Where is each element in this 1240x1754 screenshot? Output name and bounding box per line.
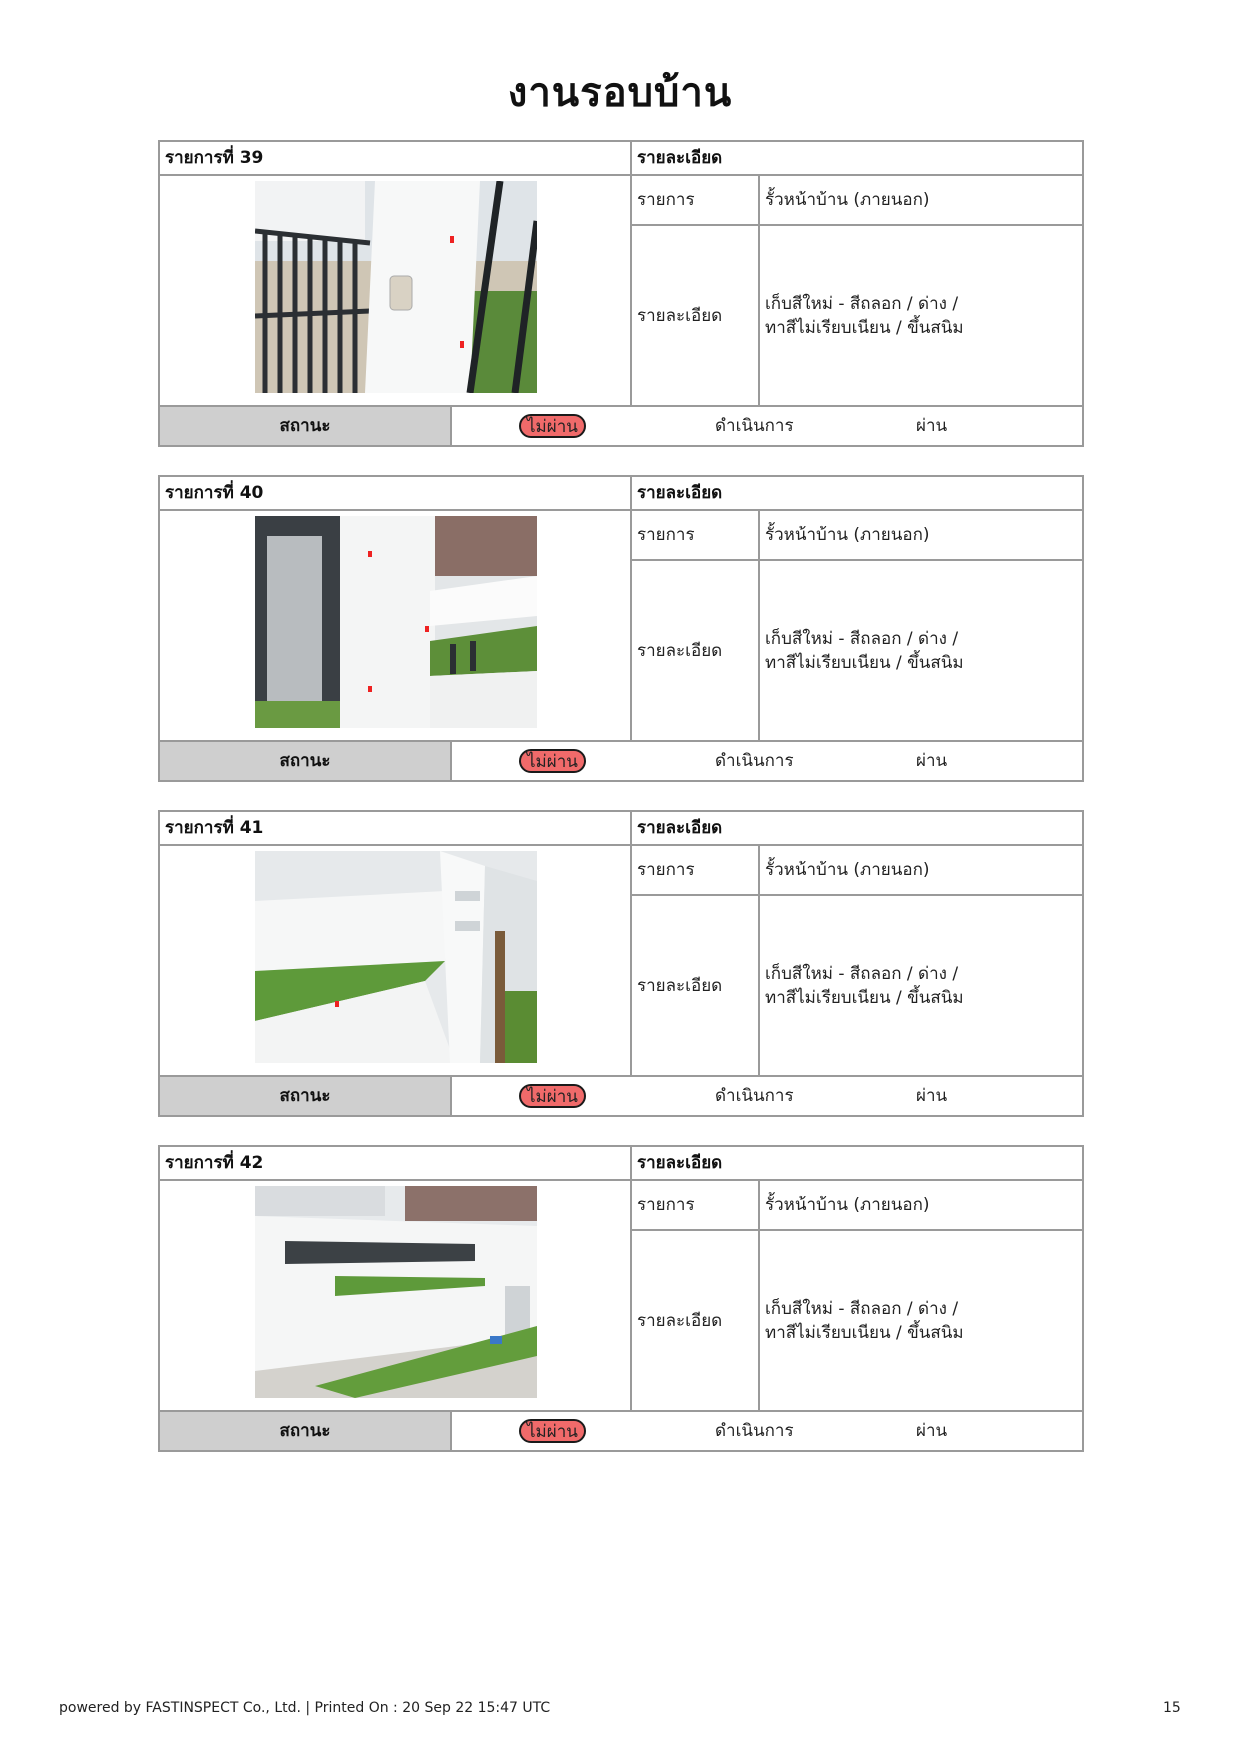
- item-value: รั้วหน้าบ้าน (ภายนอก): [760, 176, 1082, 226]
- status-progress-option[interactable]: ดำเนินการ: [715, 1086, 794, 1106]
- photo-cell: [160, 511, 632, 740]
- inspection-card: [158, 140, 1084, 447]
- status-pass-option[interactable]: ผ่าน: [916, 416, 948, 436]
- inspection-photo[interactable]: [255, 516, 537, 728]
- item-value: รั้วหน้าบ้าน (ภายนอก): [760, 1181, 1082, 1231]
- detail-heading: รายละเอียด: [637, 1153, 723, 1173]
- item-heading: รายการที่ 42: [160, 1147, 632, 1179]
- item-heading: รายการที่ 39: [160, 142, 632, 174]
- status-row: [160, 1410, 1082, 1450]
- page-title: งานรอบบ้าน: [507, 70, 733, 116]
- photo-cell: [160, 176, 632, 405]
- inspection-card: [158, 1145, 1084, 1452]
- status-row: [160, 740, 1082, 780]
- status-progress-option[interactable]: ดำเนินการ: [715, 751, 794, 771]
- card-header: [160, 142, 1082, 176]
- page-number: 15: [1163, 1700, 1181, 1716]
- detail-heading: รายละเอียด: [637, 148, 723, 168]
- status-label: สถานะ: [160, 1412, 452, 1450]
- footer-credit: powered by FASTINSPECT Co., Ltd. | Printed On : 20 Sep 22 15:47 UTC: [59, 1700, 551, 1716]
- card-header: [160, 477, 1082, 511]
- detail-value: เก็บสีใหม่ - สีถลอก / ด่าง / ทาสีไม่เรียบเนียน / ขึ้นสนิม: [765, 628, 964, 673]
- item-label: รายการ: [632, 846, 760, 896]
- card-header: [160, 812, 1082, 846]
- status-pass-option[interactable]: ผ่าน: [916, 1086, 948, 1106]
- detail-value: เก็บสีใหม่ - สีถลอก / ด่าง / ทาสีไม่เรียบเนียน / ขึ้นสนิม: [765, 293, 964, 338]
- inspection-card: [158, 475, 1084, 782]
- status-row: [160, 1075, 1082, 1115]
- status-fail-option[interactable]: ไม่ผ่าน: [519, 1419, 586, 1443]
- item-label: รายการ: [632, 511, 760, 561]
- status-label: สถานะ: [160, 742, 452, 780]
- detail-heading: รายละเอียด: [637, 483, 723, 503]
- status-label: สถานะ: [160, 407, 452, 445]
- detail-label: รายละเอียด: [632, 561, 760, 740]
- status-label: สถานะ: [160, 1077, 452, 1115]
- item-label: รายการ: [632, 1181, 760, 1231]
- inspection-photo[interactable]: [255, 1186, 537, 1398]
- detail-label: รายละเอียด: [632, 1231, 760, 1410]
- status-pass-option[interactable]: ผ่าน: [916, 1421, 948, 1441]
- photo-cell: [160, 846, 632, 1075]
- status-row: [160, 405, 1082, 445]
- inspection-photo[interactable]: [255, 851, 537, 1063]
- status-fail-option[interactable]: ไม่ผ่าน: [519, 1084, 586, 1108]
- status-pass-option[interactable]: ผ่าน: [916, 751, 948, 771]
- item-value: รั้วหน้าบ้าน (ภายนอก): [760, 511, 1082, 561]
- detail-value: เก็บสีใหม่ - สีถลอก / ด่าง / ทาสีไม่เรียบเนียน / ขึ้นสนิม: [765, 1298, 964, 1343]
- status-fail-option[interactable]: ไม่ผ่าน: [519, 749, 586, 773]
- item-heading: รายการที่ 40: [160, 477, 632, 509]
- photo-cell: [160, 1181, 632, 1410]
- item-value: รั้วหน้าบ้าน (ภายนอก): [760, 846, 1082, 896]
- detail-heading: รายละเอียด: [637, 818, 723, 838]
- status-progress-option[interactable]: ดำเนินการ: [715, 1421, 794, 1441]
- detail-value: เก็บสีใหม่ - สีถลอก / ด่าง / ทาสีไม่เรียบเนียน / ขึ้นสนิม: [765, 963, 964, 1008]
- item-heading: รายการที่ 41: [160, 812, 632, 844]
- detail-label: รายละเอียด: [632, 226, 760, 405]
- item-label: รายการ: [632, 176, 760, 226]
- card-header: [160, 1147, 1082, 1181]
- status-progress-option[interactable]: ดำเนินการ: [715, 416, 794, 436]
- status-fail-option[interactable]: ไม่ผ่าน: [519, 414, 586, 438]
- detail-label: รายละเอียด: [632, 896, 760, 1075]
- inspection-card: [158, 810, 1084, 1117]
- inspection-photo[interactable]: [255, 181, 537, 393]
